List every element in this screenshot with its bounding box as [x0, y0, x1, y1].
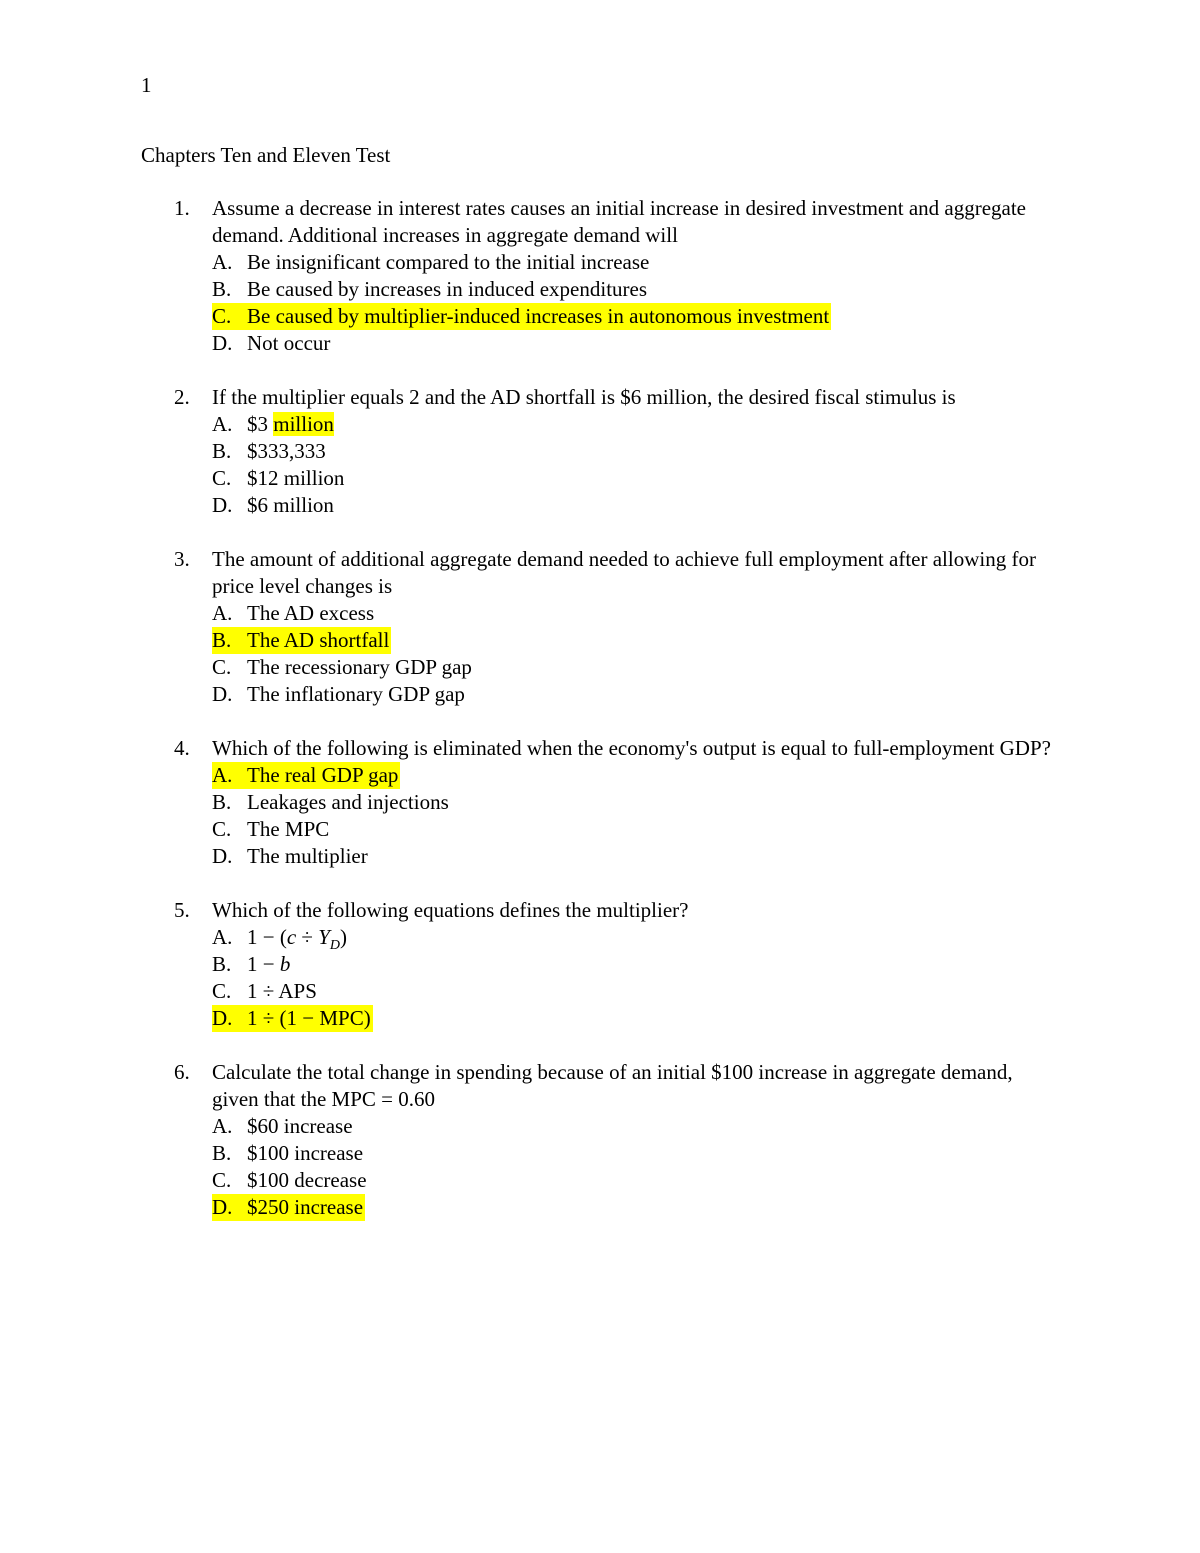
question-text: If the multiplier equals 2 and the AD shortfall is $6 million, the desired fiscal stimulus is — [212, 385, 956, 409]
option-text: $60 increase — [247, 1114, 353, 1138]
option-text: $100 decrease — [247, 1168, 367, 1192]
option-b — [212, 276, 1200, 303]
option-letter: C. — [212, 466, 232, 490]
question-text: Calculate the total change in spending because of an initial $100 increase in aggregate demand, given that the MPC = 0.60 — [212, 1060, 1013, 1111]
option-d-correct — [212, 1194, 1200, 1221]
option-letter: D. — [212, 1006, 233, 1030]
option-d — [212, 681, 1200, 708]
option-a — [212, 1113, 1200, 1140]
option-text: $3 — [247, 412, 274, 436]
formula-variable: Y — [318, 925, 330, 949]
option-text: The inflationary GDP gap — [247, 682, 465, 706]
option-c — [212, 1167, 1200, 1194]
option-text: The AD excess — [247, 601, 375, 625]
option-letter: A. — [212, 925, 233, 949]
question-2 — [0, 384, 1200, 519]
question-number: 6. — [174, 1060, 190, 1084]
answer-highlight — [212, 1194, 365, 1221]
option-c — [212, 816, 1200, 843]
question-number: 3. — [174, 547, 190, 571]
option-letter: D. — [212, 682, 233, 706]
question-5 — [0, 897, 1200, 1032]
option-text: $333,333 — [247, 439, 326, 463]
option-letter: D. — [212, 493, 233, 517]
option-text: 1 ÷ (1 − MPC) — [247, 1006, 371, 1030]
formula-part: 1 − ( — [247, 925, 287, 949]
question-4 — [0, 735, 1200, 870]
question-3 — [0, 546, 1200, 708]
option-text: $6 million — [247, 493, 334, 517]
question-text: The amount of additional aggregate demand needed to achieve full employment after allowing for price level changes is — [212, 547, 1036, 598]
option-c — [212, 978, 1200, 1005]
option-text: The multiplier — [247, 844, 368, 868]
answer-highlight — [212, 1005, 373, 1032]
option-text: The MPC — [247, 817, 330, 841]
option-b — [212, 438, 1200, 465]
option-letter: B. — [212, 628, 232, 652]
option-letter: C. — [212, 979, 232, 1003]
question-text: Which of the following is eliminated when the economy's output is equal to full-employment GDP? — [212, 736, 1051, 760]
option-text: $100 increase — [247, 1141, 364, 1165]
option-letter: B. — [212, 277, 232, 301]
option-b — [212, 951, 1200, 978]
question-number: 5. — [174, 898, 190, 922]
option-letter: A. — [212, 412, 233, 436]
option-d — [212, 843, 1200, 870]
option-b-correct — [212, 627, 1200, 654]
option-letter: C. — [212, 817, 232, 841]
question-list — [0, 195, 1200, 1248]
option-c — [212, 654, 1200, 681]
option-letter: C. — [212, 1168, 232, 1192]
option-a — [212, 600, 1200, 627]
answer-highlight — [212, 762, 400, 789]
option-letter: B. — [212, 439, 232, 463]
question-1 — [0, 195, 1200, 357]
option-text: The real GDP gap — [247, 763, 399, 787]
option-text: $250 increase — [247, 1195, 364, 1219]
option-letter: A. — [212, 250, 233, 274]
document-title: Chapters Ten and Eleven Test — [141, 143, 391, 167]
option-b — [212, 789, 1200, 816]
option-d — [212, 492, 1200, 519]
option-d — [212, 330, 1200, 357]
option-letter: C. — [212, 655, 232, 679]
answer-highlight: million — [273, 412, 334, 436]
answer-highlight — [212, 303, 831, 330]
option-text: Be caused by multiplier-induced increases in autonomous investment — [247, 304, 830, 328]
option-text: Be insignificant compared to the initial increase — [247, 250, 650, 274]
option-letter: B. — [212, 952, 232, 976]
option-text: The AD shortfall — [247, 628, 390, 652]
option-letter: D. — [212, 844, 233, 868]
option-letter: A. — [212, 601, 233, 625]
option-a-correct — [212, 762, 1200, 789]
option-text: Be caused by increases in induced expenditures — [247, 277, 648, 301]
formula-part: 1 − — [247, 952, 280, 976]
formula-variable: b — [279, 952, 291, 976]
option-text: 1 ÷ APS — [247, 979, 317, 1003]
formula-subscript: D — [329, 938, 341, 954]
option-a — [212, 411, 1200, 438]
formula-variable: c — [286, 925, 297, 949]
option-text: $12 million — [247, 466, 345, 490]
option-letter: A. — [212, 763, 233, 787]
page-number: 1 — [141, 73, 152, 97]
option-a — [212, 924, 1200, 954]
question-text: Assume a decrease in interest rates causes an initial increase in desired investment and aggregate demand. Additional increases in aggregate demand will — [212, 196, 1027, 247]
question-6 — [0, 1059, 1200, 1221]
option-letter: A. — [212, 1114, 233, 1138]
answer-highlight — [212, 627, 391, 654]
option-text: The recessionary GDP gap — [247, 655, 472, 679]
option-letter: D. — [212, 331, 233, 355]
question-number: 2. — [174, 385, 190, 409]
option-letter: B. — [212, 1141, 232, 1165]
option-letter: D. — [212, 1195, 233, 1219]
option-letter: C. — [212, 304, 232, 328]
question-number: 4. — [174, 736, 190, 760]
question-text: Which of the following equations defines the multiplier? — [212, 898, 689, 922]
formula-part: ÷ — [296, 925, 319, 949]
option-letter: B. — [212, 790, 232, 814]
option-text: Leakages and injections — [247, 790, 449, 814]
option-b — [212, 1140, 1200, 1167]
formula-part: ) — [340, 925, 348, 949]
option-d-correct — [212, 1005, 1200, 1032]
question-number: 1. — [174, 196, 190, 220]
option-a — [212, 249, 1200, 276]
option-text: Not occur — [247, 331, 331, 355]
option-c-correct — [212, 303, 1200, 330]
option-c — [212, 465, 1200, 492]
